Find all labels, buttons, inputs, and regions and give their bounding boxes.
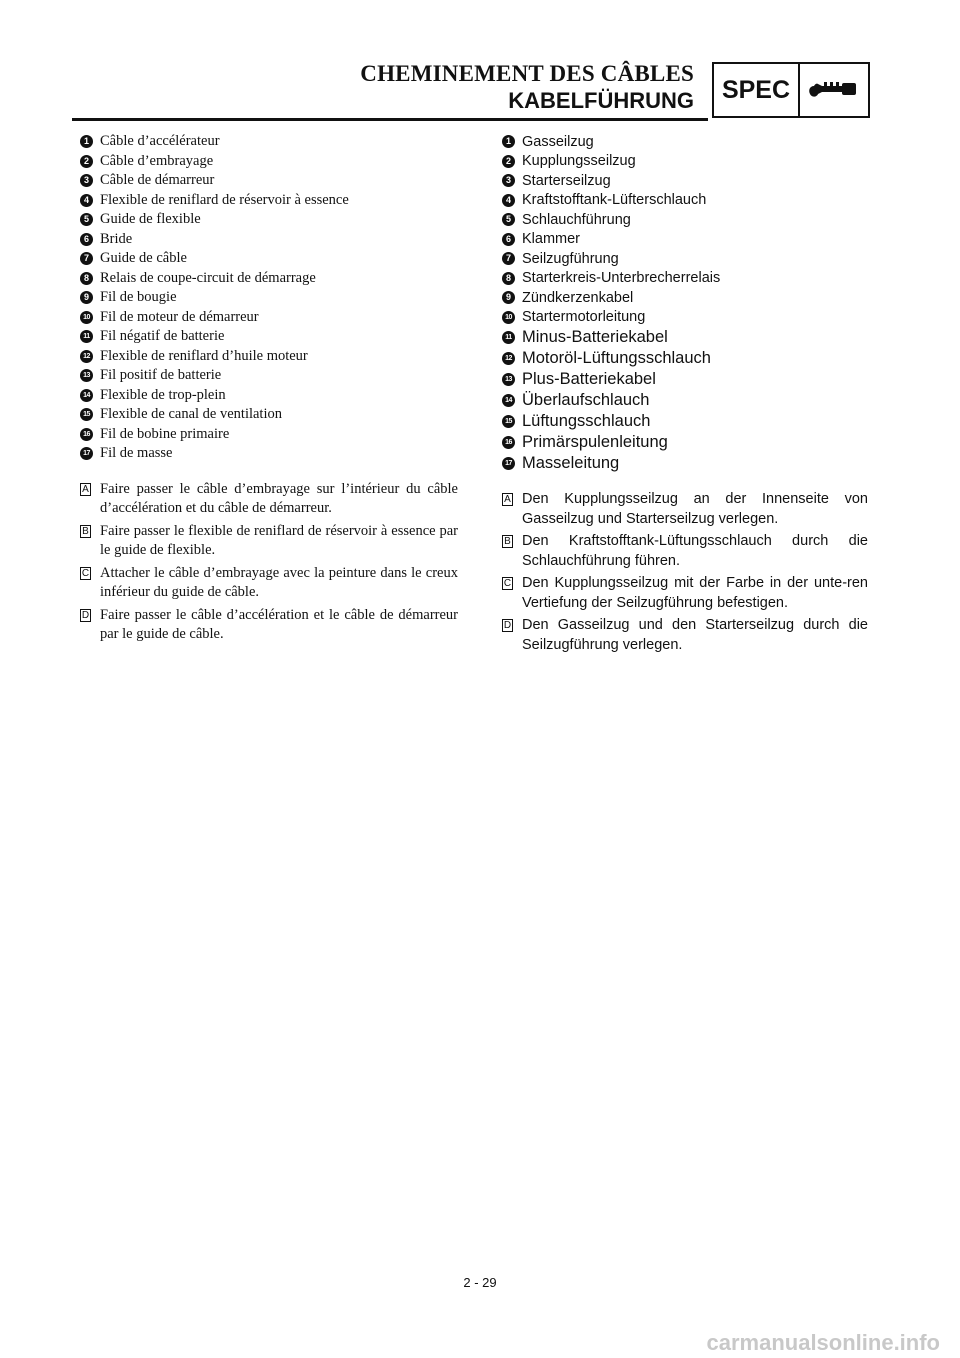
item-number-badge: 6 (502, 233, 515, 246)
german-notes (502, 490, 868, 655)
list-item (80, 327, 458, 347)
header-rule (72, 118, 708, 121)
item-label: Lüftungsschlauch (522, 412, 651, 430)
note-item (502, 574, 868, 613)
list-item (502, 390, 868, 411)
item-number-badge: 9 (502, 291, 515, 304)
item-number-badge: 10 (80, 311, 93, 324)
item-label: Fil de masse (100, 445, 173, 462)
item-label: Zündkerzenkabel (522, 289, 634, 306)
note-item (80, 564, 458, 603)
item-label: Fil négatif de batterie (100, 328, 225, 345)
french-notes (80, 480, 458, 645)
item-label: Startermotorleitung (522, 309, 646, 326)
item-number-badge: 6 (80, 233, 93, 246)
note-letter-badge: A (80, 483, 91, 496)
item-label: Gasseilzug (522, 133, 594, 150)
item-label: Bride (100, 230, 133, 247)
list-item (80, 308, 458, 328)
item-number-badge: 16 (502, 436, 515, 449)
note-text: Den Kupplungsseilzug an der Innenseite von Gasseilzug und Starterseilzug verlegen. (522, 491, 868, 527)
list-item (80, 366, 458, 386)
item-number-badge: 5 (502, 213, 515, 226)
item-number-badge: 14 (502, 394, 515, 407)
list-item (80, 288, 458, 308)
list-item (80, 132, 458, 152)
item-number-badge: 2 (502, 155, 515, 168)
item-number-badge: 12 (502, 352, 515, 365)
item-number-badge: 3 (502, 174, 515, 187)
item-number-badge: 15 (80, 408, 93, 421)
spec-label: SPEC (714, 64, 800, 116)
list-item (502, 191, 868, 211)
list-item (502, 210, 868, 230)
item-number-badge: 2 (80, 155, 93, 168)
german-column (502, 132, 868, 658)
page-number: 2 - 29 (463, 1275, 497, 1290)
german-parts-list (502, 132, 868, 474)
item-label: Guide de câble (100, 250, 187, 267)
item-number-badge: 15 (502, 415, 515, 428)
item-label: Überlaufschlauch (522, 391, 650, 409)
item-label: Minus-Batteriekabel (522, 328, 668, 346)
title-german: KABELFÜHRUNG (508, 88, 694, 113)
item-label: Starterkreis-Unterbrecherrelais (522, 270, 721, 287)
item-label: Câble de démarreur (100, 172, 215, 189)
list-item (80, 269, 458, 289)
watermark: carmanualsonline.info (706, 1330, 940, 1355)
list-item (502, 171, 868, 191)
note-text: Den Kupplungsseilzug mit der Farbe in der unte-ren Vertiefung der Seilzugführung befestigen. (522, 575, 868, 611)
note-item (502, 490, 868, 529)
item-label: Masseleitung (522, 454, 620, 472)
item-label: Relais de coupe-circuit de démarrage (100, 269, 316, 286)
item-label: Flexible de reniflard d’huile moteur (100, 347, 308, 364)
note-letter-badge: A (502, 493, 513, 506)
item-number-badge: 17 (502, 457, 515, 470)
item-number-badge: 10 (502, 311, 515, 324)
wrench-icon (798, 64, 868, 116)
page-header (0, 0, 960, 130)
item-label: Flexible de reniflard de réservoir à essence (100, 191, 349, 208)
item-number-badge: 12 (80, 350, 93, 363)
title-french: CHEMINEMENT DES CÂBLES (360, 61, 694, 86)
note-letter-badge: B (80, 525, 91, 538)
note-text: Faire passer le flexible de reniflard de réservoir à essence par le guide de flexible. (100, 522, 458, 558)
item-label: Fil de moteur de démarreur (100, 308, 259, 325)
list-item (80, 191, 458, 211)
item-label: Starterseilzug (522, 172, 611, 189)
list-item (80, 386, 458, 406)
item-label: Schlauchführung (522, 211, 631, 228)
note-item (80, 480, 458, 519)
item-number-badge: 13 (80, 369, 93, 382)
note-letter-badge: D (81, 609, 90, 621)
list-item (502, 269, 868, 289)
item-label: Klammer (522, 231, 581, 248)
item-label: Primärspulenleitung (522, 433, 668, 451)
note-item (502, 616, 868, 655)
list-item (502, 230, 868, 250)
note-item (502, 532, 868, 571)
note-text: Den Gasseilzug und den Starterseilzug durch die Seilzugführung verlegen. (522, 617, 868, 653)
item-label: Plus-Batteriekabel (522, 370, 656, 388)
item-number-badge: 17 (80, 447, 93, 460)
spec-badge (712, 62, 870, 118)
item-label: Flexible de canal de ventilation (100, 406, 282, 423)
item-number-badge: 7 (80, 252, 93, 265)
item-label: Câble d’accélérateur (100, 133, 220, 150)
item-number-badge: 7 (502, 252, 515, 265)
list-item (80, 171, 458, 191)
list-item (80, 152, 458, 172)
list-item (502, 453, 868, 474)
item-number-badge: 4 (80, 194, 93, 207)
item-number-badge: 5 (80, 213, 93, 226)
list-item (502, 152, 868, 172)
list-item (502, 308, 868, 328)
list-item (502, 249, 868, 269)
item-number-badge: 11 (502, 331, 515, 344)
list-item (502, 348, 868, 369)
item-label: Kupplungsseilzug (522, 153, 636, 170)
list-item (80, 210, 458, 230)
item-number-badge: 9 (80, 291, 93, 304)
item-number-badge: 1 (80, 135, 93, 148)
item-number-badge: 8 (80, 272, 93, 285)
item-number-badge: 16 (80, 428, 93, 441)
list-item (502, 369, 868, 390)
note-letter-badge: C (81, 567, 90, 579)
item-number-badge: 1 (502, 135, 515, 148)
list-item (502, 132, 868, 152)
french-column (80, 132, 458, 648)
note-item (80, 606, 458, 645)
item-label: Fil de bobine primaire (100, 425, 230, 442)
item-number-badge: 13 (502, 373, 515, 386)
note-item (80, 522, 458, 561)
item-label: Seilzugführung (522, 250, 619, 267)
french-parts-list (80, 132, 458, 464)
list-item (502, 411, 868, 432)
note-text: Attacher le câble d’embrayage avec la peinture dans le creux inférieur du guide de câble. (100, 564, 458, 600)
list-item (502, 327, 868, 348)
item-number-badge: 8 (502, 272, 515, 285)
item-label: Guide de flexible (100, 211, 201, 228)
item-number-badge: 14 (80, 389, 93, 402)
list-item (502, 432, 868, 453)
list-item (80, 230, 458, 250)
item-label: Kraftstofftank-Lüfterschlauch (522, 192, 707, 209)
item-label: Fil positif de batterie (100, 367, 222, 384)
list-item (502, 288, 868, 308)
list-item (80, 444, 458, 464)
item-number-badge: 11 (80, 330, 93, 343)
note-letter-badge: B (502, 535, 513, 548)
item-number-badge: 4 (502, 194, 515, 207)
item-label: Flexible de trop-plein (100, 386, 226, 403)
list-item (80, 249, 458, 269)
item-label: Motoröl-Lüftungsschlauch (522, 349, 711, 367)
list-item (80, 347, 458, 367)
item-label: Fil de bougie (100, 289, 177, 306)
list-item (80, 405, 458, 425)
note-text: Faire passer le câble d’embrayage sur l’intérieur du câble d’accélération et du câble de démarreur. (100, 480, 458, 516)
note-letter-badge: C (503, 578, 512, 589)
item-number-badge: 3 (80, 174, 93, 187)
item-label: Câble d’embrayage (100, 152, 214, 169)
list-item (80, 425, 458, 445)
note-text: Faire passer le câble d’accélération et le câble de démarreur par le guide de câble. (100, 606, 458, 642)
note-letter-badge: D (503, 620, 512, 631)
note-text: Den Kraftstofftank-Lüftungsschlauch durch die Schlauchführung führen. (522, 533, 868, 569)
